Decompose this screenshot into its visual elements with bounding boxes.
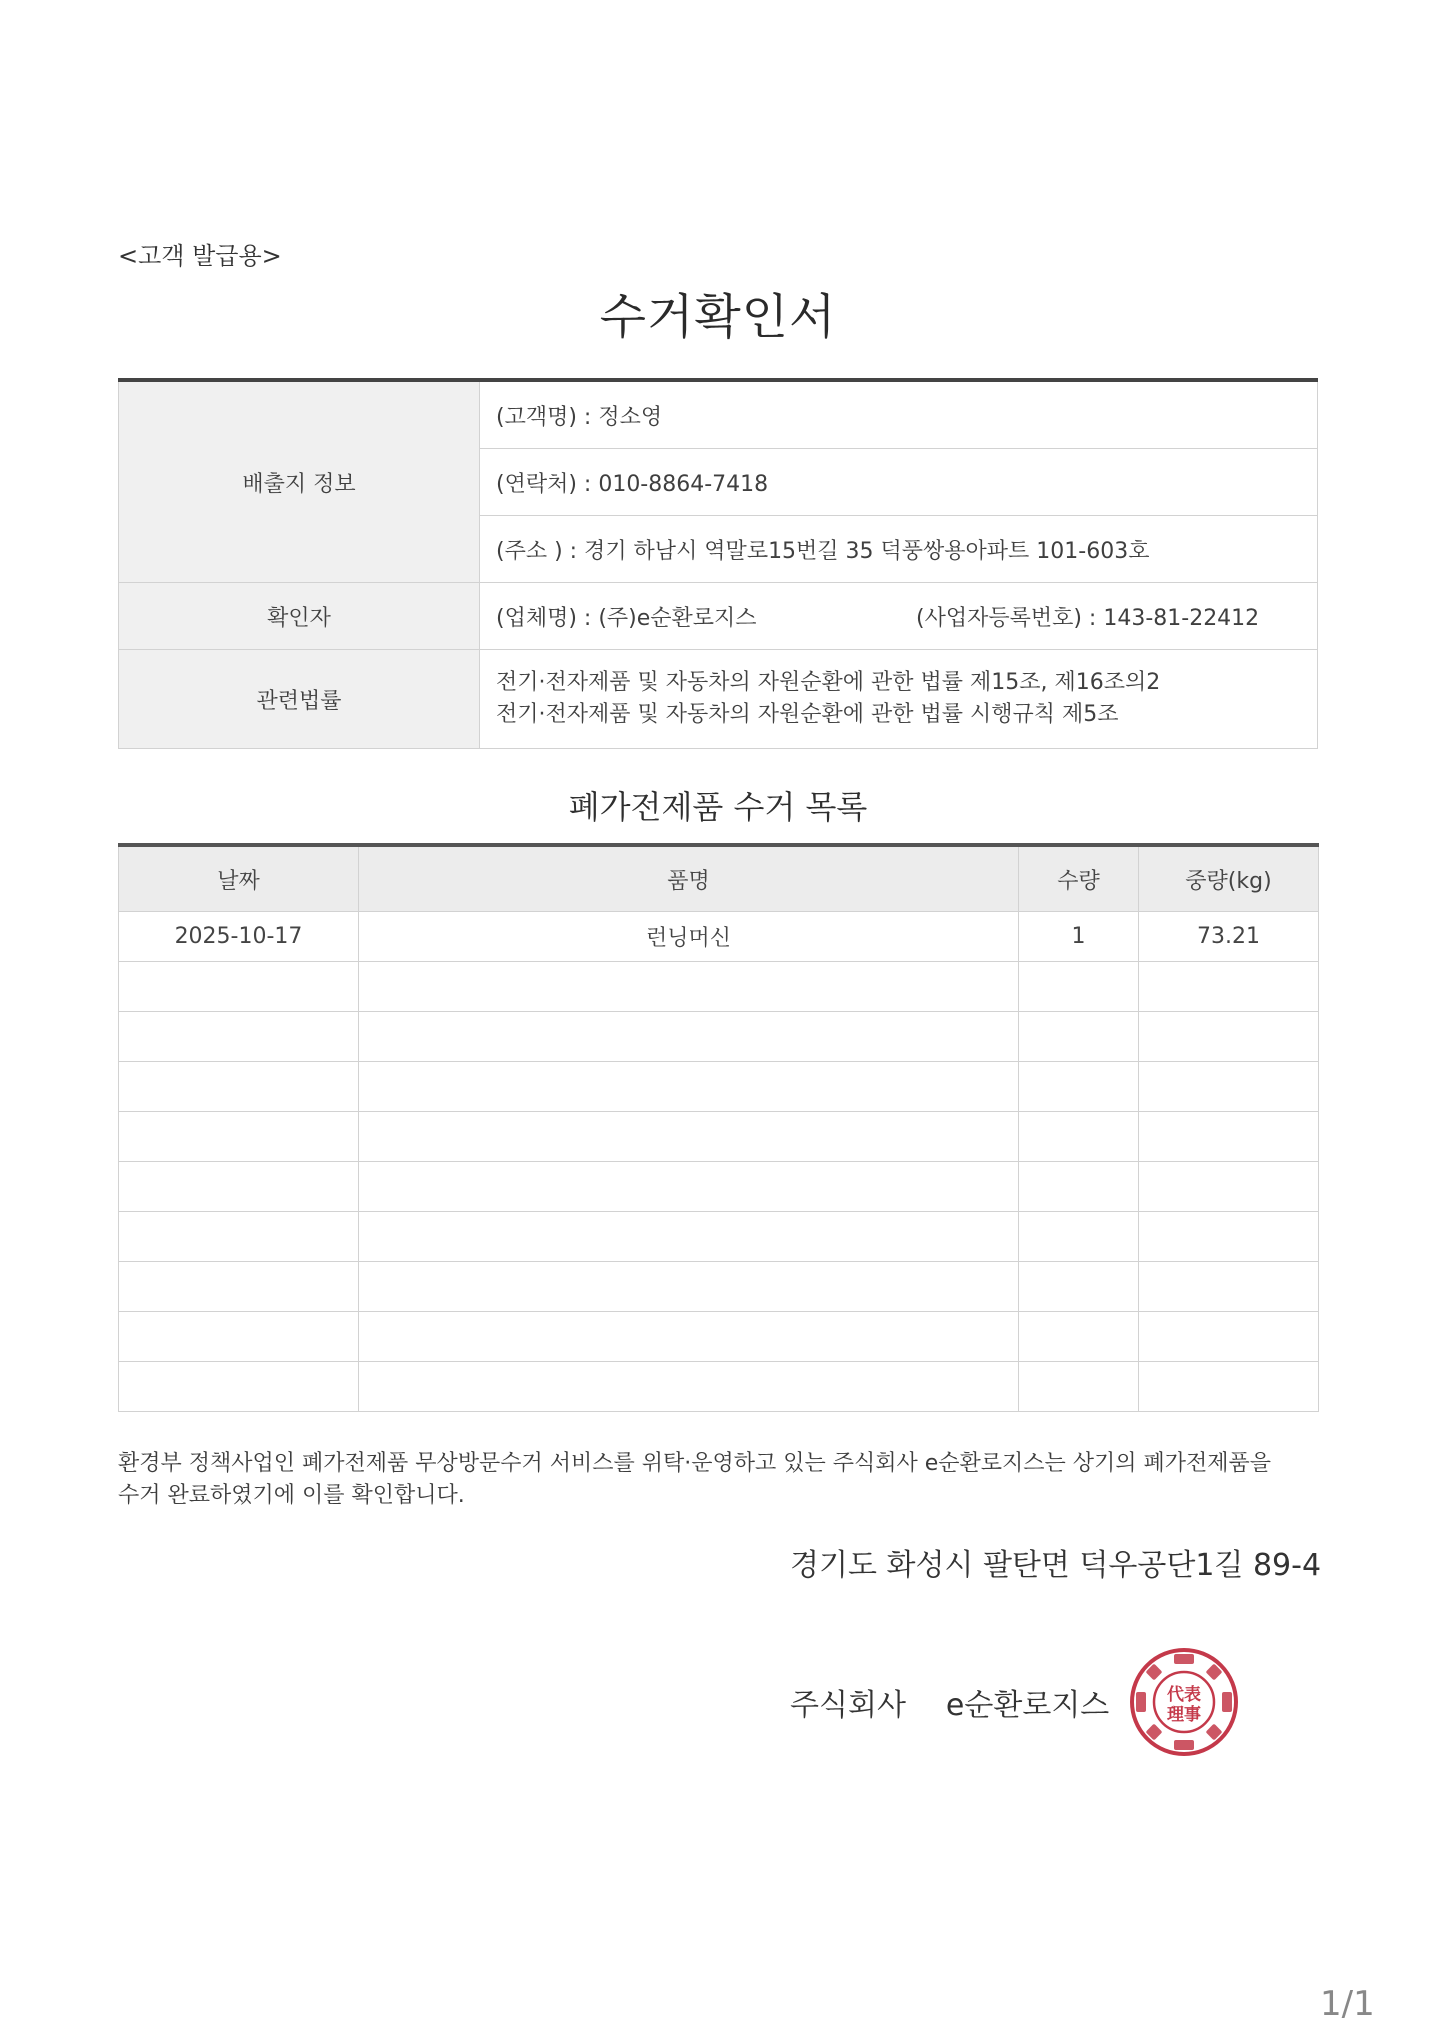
row-item-name: 런닝머신 bbox=[359, 912, 1019, 962]
table-row bbox=[119, 912, 1319, 962]
table-row-empty bbox=[119, 1162, 1319, 1212]
seal-text-bottom: 理事 bbox=[1167, 1705, 1201, 1725]
company-address: 경기도 화성시 팔탄면 덕우공단1길 89-4 bbox=[790, 1548, 1322, 1583]
row-weight: 73.21 bbox=[1139, 912, 1319, 962]
info-row-confirmer bbox=[119, 583, 1318, 650]
row-date: 2025-10-17 bbox=[119, 912, 359, 962]
table-row-empty bbox=[119, 1312, 1319, 1362]
document-title: 수거확인서 bbox=[599, 289, 837, 345]
notice-line-1: 환경부 정책사업인 폐가전제품 무상방문수거 서비스를 위탁·운영하고 있는 주식회사 e순환로지스는 상기의 폐가전제품을 bbox=[118, 1451, 1272, 1476]
header-date: 날짜 bbox=[119, 845, 359, 912]
law-line-2: 전기·전자제품 및 자동차의 자원순환에 관한 법률 시행규칙 제5조 bbox=[496, 702, 1119, 727]
header-weight: 중량(kg) bbox=[1139, 845, 1319, 912]
law-line-1: 전기·전자제품 및 자동차의 자원순환에 관한 법률 제15조, 제16조의2 bbox=[496, 670, 1161, 695]
table-row-empty bbox=[119, 1012, 1319, 1062]
customer-name: (고객명) : 정소영 bbox=[480, 380, 1318, 449]
table-row-empty bbox=[119, 1112, 1319, 1162]
copy-type-label: <고객 발급용> bbox=[118, 242, 282, 270]
confirmer-cell bbox=[480, 583, 1318, 650]
customer-address: (주소 ) : 경기 하남시 역말로15번길 35 덕풍쌍용아파트 101-603호 bbox=[480, 516, 1318, 583]
notice-line-2: 수거 완료하였기에 이를 확인합니다. bbox=[118, 1483, 465, 1508]
header-item-name: 품명 bbox=[359, 845, 1019, 912]
confirmer-label: 확인자 bbox=[119, 583, 480, 650]
collection-list-title: 폐가전제품 수거 목록 bbox=[568, 788, 868, 826]
page-number: 1/1 bbox=[1320, 1984, 1375, 2024]
table-header-row bbox=[119, 845, 1319, 912]
confirmation-notice bbox=[118, 1448, 1348, 1512]
company-signature-name: e순환로지스 bbox=[945, 1688, 1110, 1723]
table-row-empty bbox=[119, 1362, 1319, 1412]
law-cell bbox=[480, 650, 1318, 749]
company-signature-line bbox=[790, 1680, 1109, 1724]
table-row-empty bbox=[119, 962, 1319, 1012]
law-label: 관련법률 bbox=[119, 650, 480, 749]
business-registration-number: (사업자등록번호) : 143-81-22412 bbox=[916, 605, 1260, 631]
company-prefix: 주식회사 bbox=[790, 1688, 906, 1723]
seal-text-top: 代表 bbox=[1167, 1685, 1201, 1705]
table-row-empty bbox=[119, 1062, 1319, 1112]
table-row-empty bbox=[119, 1212, 1319, 1262]
company-name: (업체명) : (주)e순환로지스 bbox=[496, 605, 757, 631]
header-quantity: 수량 bbox=[1019, 845, 1139, 912]
row-quantity: 1 bbox=[1019, 912, 1139, 962]
info-row-customer bbox=[119, 380, 1318, 449]
company-seal-stamp bbox=[1128, 1646, 1240, 1758]
discharge-info-label: 배출지 정보 bbox=[119, 380, 480, 583]
discharge-info-table bbox=[118, 378, 1318, 749]
collection-list-table bbox=[118, 843, 1319, 1412]
customer-phone: (연락처) : 010-8864-7418 bbox=[480, 449, 1318, 516]
table-row-empty bbox=[119, 1262, 1319, 1312]
info-row-law bbox=[119, 650, 1318, 749]
